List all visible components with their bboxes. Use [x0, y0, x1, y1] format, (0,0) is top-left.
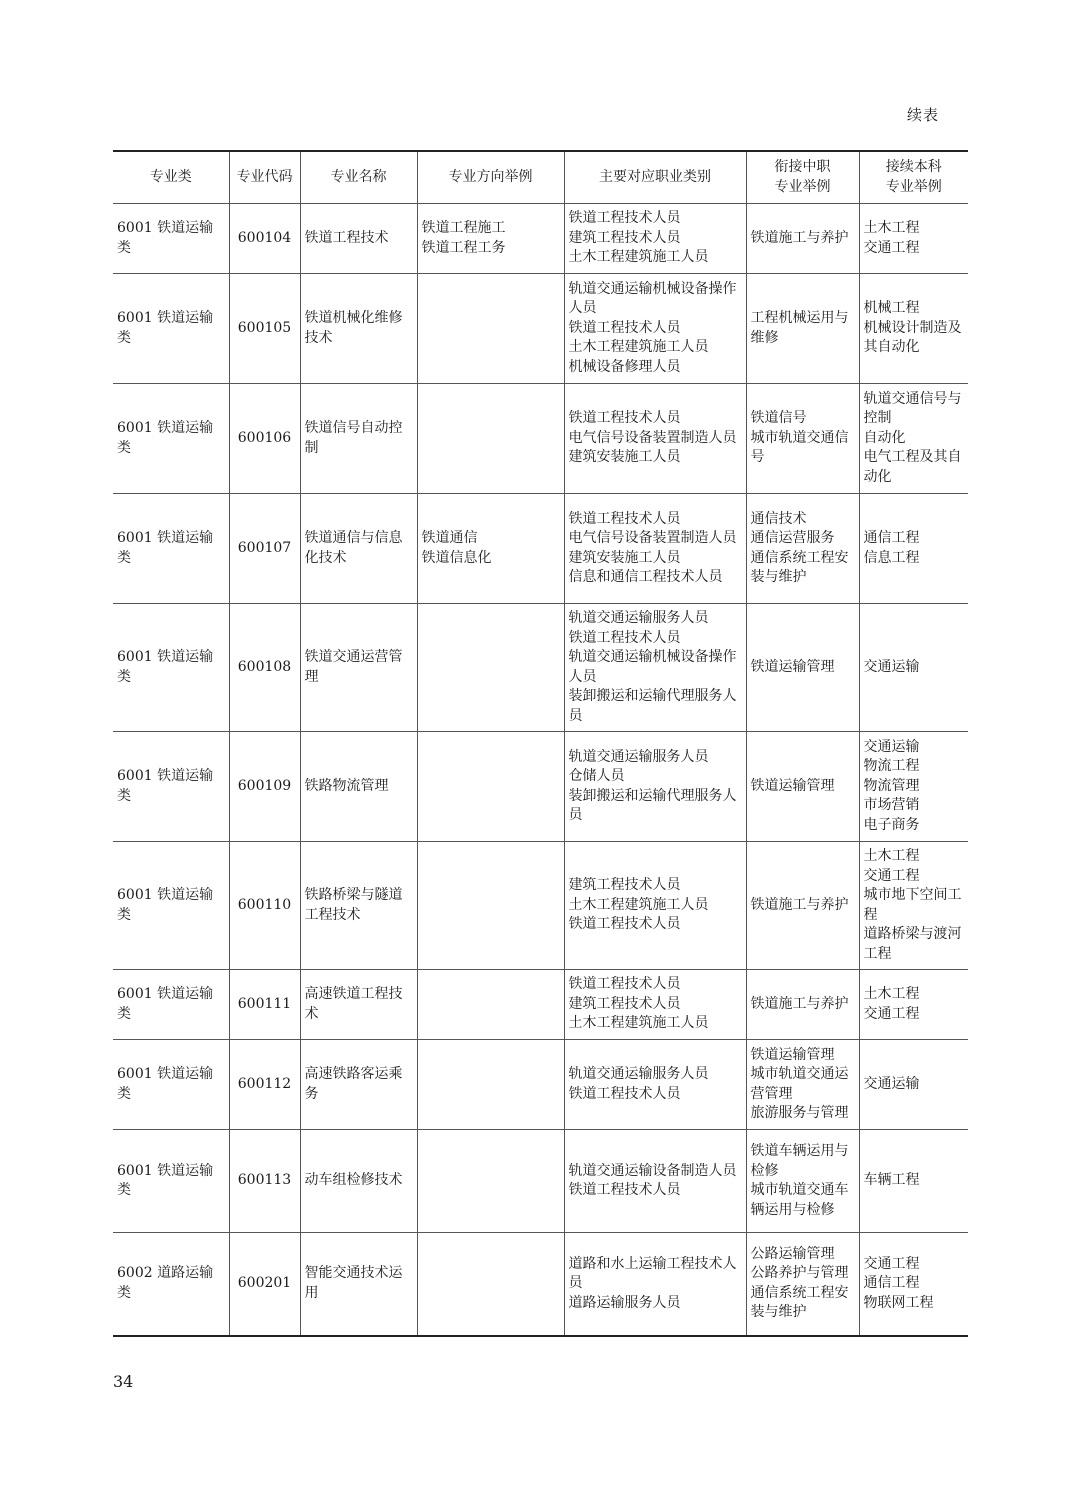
occupations-cell: [564, 274, 746, 384]
cell-line: 铁道信息化: [421, 549, 492, 566]
undergrad-cell: [859, 204, 968, 274]
cell-text: 6001 铁道运输类: [117, 220, 214, 256]
cell-line: 物流工程: [863, 758, 920, 775]
cell-line: 旅游服务与管理: [750, 1105, 849, 1121]
category-cell: [113, 1130, 229, 1233]
directions-cell: [417, 1040, 564, 1130]
cell-line: 建筑安装施工人员: [568, 449, 681, 466]
cell-line: 铁道工程技术人员: [568, 319, 681, 336]
cell-line: 道路桥梁与渡河工程: [863, 926, 962, 962]
category-cell: [113, 604, 229, 732]
cell-line: 铁道工程技术人员: [568, 210, 681, 227]
cell-line: 轨道交通运输服务人员: [568, 1066, 709, 1082]
cell-text: 600201: [237, 1275, 292, 1291]
table-row: [113, 204, 968, 274]
undergrad-cell: [859, 1130, 968, 1233]
cell-line: 通信工程: [863, 530, 920, 546]
cell-line: 物流管理: [863, 777, 920, 794]
column-header: [417, 151, 564, 204]
table-row: [113, 494, 968, 604]
table-row: [113, 970, 968, 1040]
column-header: [229, 151, 300, 204]
cell-text: 铁路物流管理: [304, 777, 389, 794]
name-cell: [300, 204, 417, 274]
cell-line: 铁道信号: [750, 410, 807, 427]
column-header-label: 专业方向举例: [448, 168, 533, 185]
cell-line: 铁道施工与养护: [750, 896, 849, 913]
occupations-cell: [564, 1233, 746, 1336]
cell-line: 道路和水上运输工程技术人员: [568, 1255, 737, 1291]
directions-cell: [417, 970, 564, 1040]
cell-text: 6001 铁道运输类: [117, 887, 214, 923]
cell-line: 铁道工程工务: [421, 239, 506, 256]
continued-label: 续表: [907, 106, 940, 124]
cell-line: 道路运输服务人员: [568, 1294, 681, 1311]
column-header-label: 衔接中职: [774, 159, 831, 175]
table-row: [113, 384, 968, 494]
cell-line: 铁道施工与养护: [750, 995, 849, 1012]
cell-line: 城市地下空间工程: [863, 887, 962, 923]
cell-line: 机械设计制造及其自动化: [863, 319, 962, 356]
cell-line: 公路养护与管理: [750, 1265, 849, 1282]
directions-cell: [417, 732, 564, 842]
cell-line: 轨道交通运输机械设备操作人员: [568, 649, 737, 685]
code-cell: [229, 604, 300, 732]
secondary-cell: [746, 274, 859, 384]
cell-line: 建筑工程技术人员: [568, 229, 681, 246]
cell-line: 建筑工程技术人员: [568, 995, 681, 1012]
cell-text: 铁路桥梁与隧道工程技术: [304, 887, 403, 923]
cell-text: 6001 铁道运输类: [117, 768, 214, 804]
cell-text: 动车组检修技术: [304, 1172, 403, 1189]
cell-line: 铁道运输管理: [750, 658, 835, 675]
name-cell: [300, 732, 417, 842]
undergrad-cell: [859, 732, 968, 842]
category-cell: [113, 1233, 229, 1336]
column-header-label: 专业类: [149, 168, 192, 185]
cell-line: 交通工程: [863, 1005, 920, 1022]
undergrad-cell: [859, 1040, 968, 1130]
directions-cell: [417, 842, 564, 970]
code-cell: [229, 1040, 300, 1130]
occupations-cell: [564, 732, 746, 842]
cell-text: 6002 道路运输类: [117, 1265, 214, 1301]
table-row: [113, 1130, 968, 1233]
column-header-label: 专业举例: [885, 178, 942, 195]
cell-line: 车辆工程: [863, 1172, 920, 1189]
undergrad-cell: [859, 970, 968, 1040]
cell-line: 城市轨道交通信号: [750, 429, 849, 466]
cell-line: 工程机械运用与维修: [750, 310, 849, 346]
cell-line: 仓储人员: [568, 768, 625, 784]
code-cell: [229, 274, 300, 384]
cell-line: 电气信号设备装置制造人员: [568, 530, 737, 546]
name-cell: [300, 274, 417, 384]
cell-text: 600104: [237, 229, 292, 246]
secondary-cell: [746, 1040, 859, 1130]
table-body: [113, 204, 968, 1336]
cell-line: 土木工程建筑施工人员: [568, 1015, 709, 1032]
column-header-label: 专业代码: [236, 168, 293, 185]
cell-text: 高速铁道工程技术: [304, 986, 403, 1022]
cell-line: 交通工程: [863, 1255, 920, 1272]
cell-line: 公路运输管理: [750, 1245, 835, 1262]
cell-line: 铁道运输管理: [750, 1046, 835, 1063]
category-cell: [113, 494, 229, 604]
cell-line: 交通运输: [863, 658, 920, 675]
secondary-cell: [746, 204, 859, 274]
cell-line: 铁道运输管理: [750, 777, 835, 794]
table-row: [113, 1233, 968, 1336]
cell-line: 市场营销: [863, 797, 920, 814]
secondary-cell: [746, 604, 859, 732]
category-cell: [113, 384, 229, 494]
cell-text: 高速铁路客运乘务: [304, 1066, 403, 1102]
cell-line: 铁道工程技术人员: [568, 510, 681, 527]
name-cell: [300, 494, 417, 604]
cell-line: 土木工程建筑施工人员: [568, 339, 709, 356]
code-cell: [229, 1233, 300, 1336]
cell-line: 土木工程: [863, 986, 920, 1002]
cell-text: 6001 铁道运输类: [117, 420, 214, 456]
cell-line: 土木工程: [863, 848, 920, 864]
cell-text: 600111: [237, 995, 292, 1012]
secondary-cell: [746, 842, 859, 970]
header-row: [113, 151, 968, 204]
column-header-label: 专业举例: [774, 178, 831, 195]
directions-cell: [417, 1233, 564, 1336]
cell-line: 铁道工程技术人员: [568, 976, 681, 993]
occupations-cell: [564, 494, 746, 604]
column-header: [564, 151, 746, 204]
cell-text: 智能交通技术运用: [304, 1265, 403, 1301]
name-cell: [300, 970, 417, 1040]
category-cell: [113, 204, 229, 274]
undergrad-cell: [859, 1233, 968, 1336]
code-cell: [229, 494, 300, 604]
undergrad-cell: [859, 494, 968, 604]
cell-line: 铁道工程技术人员: [568, 629, 681, 646]
occupations-cell: [564, 1130, 746, 1233]
occupations-cell: [564, 384, 746, 494]
cell-text: 6001 铁道运输类: [117, 1162, 214, 1198]
cell-text: 6001 铁道运输类: [117, 530, 214, 566]
undergrad-cell: [859, 842, 968, 970]
cell-text: 6001 铁道运输类: [117, 310, 214, 346]
cell-line: 通信系统工程安装与维护: [750, 1284, 849, 1321]
cell-line: 轨道交通运输服务人员: [568, 748, 709, 765]
cell-text: 600108: [237, 658, 292, 675]
cell-line: 信息和通信工程技术人员: [568, 569, 723, 585]
secondary-cell: [746, 494, 859, 604]
cell-line: 铁道工程施工: [421, 220, 506, 236]
cell-line: 通信技术: [750, 510, 807, 527]
cell-text: 600109: [237, 777, 292, 794]
occupations-cell: [564, 204, 746, 274]
cell-line: 土木工程建筑施工人员: [568, 896, 709, 913]
table-row: [113, 604, 968, 732]
cell-line: 城市轨道交通车辆运用与检修: [750, 1182, 849, 1218]
occupations-cell: [564, 1040, 746, 1130]
table-row: [113, 1040, 968, 1130]
column-header: [113, 151, 229, 204]
column-header: [300, 151, 417, 204]
cell-line: 轨道交通运输设备制造人员: [568, 1162, 737, 1179]
cell-text: 600112: [237, 1075, 292, 1092]
cell-text: 铁道机械化维修技术: [304, 310, 403, 346]
undergrad-cell: [859, 384, 968, 494]
cell-line: 铁道工程技术人员: [568, 916, 681, 933]
cell-line: 土木工程: [863, 220, 920, 236]
cell-text: 600106: [237, 429, 292, 446]
column-header-label: 主要对应职业类别: [599, 168, 711, 185]
table-row: [113, 274, 968, 384]
cell-text: 600105: [237, 319, 292, 336]
occupations-cell: [564, 604, 746, 732]
undergrad-cell: [859, 604, 968, 732]
code-cell: [229, 732, 300, 842]
cell-line: 建筑工程技术人员: [568, 877, 681, 894]
occupations-cell: [564, 970, 746, 1040]
secondary-cell: [746, 970, 859, 1040]
code-cell: [229, 970, 300, 1040]
category-cell: [113, 274, 229, 384]
category-cell: [113, 732, 229, 842]
cell-text: 6001 铁道运输类: [117, 1066, 214, 1102]
cell-line: 电气信号设备装置制造人员: [568, 429, 737, 446]
cell-line: 轨道交通信号与控制: [863, 390, 962, 427]
cell-line: 电气工程及其自动化: [863, 449, 962, 485]
cell-line: 自动化: [863, 429, 906, 446]
cell-line: 物联网工程: [863, 1294, 934, 1311]
cell-text: 6001 铁道运输类: [117, 649, 214, 685]
directions-cell: [417, 384, 564, 494]
cell-line: 轨道交通运输机械设备操作人员: [568, 280, 737, 317]
column-header-label: 专业名称: [330, 168, 387, 185]
column-header-label: 接续本科: [885, 159, 942, 175]
occupations-cell: [564, 842, 746, 970]
cell-line: 轨道交通运输服务人员: [568, 610, 709, 626]
name-cell: [300, 842, 417, 970]
cell-line: 铁道工程技术人员: [568, 1085, 681, 1102]
cell-line: 机械工程: [863, 300, 920, 317]
cell-line: 城市轨道交通运营管理: [750, 1066, 849, 1102]
name-cell: [300, 1040, 417, 1130]
cell-line: 信息工程: [863, 549, 920, 566]
majors-table: [113, 150, 968, 1337]
cell-line: 通信工程: [863, 1275, 920, 1291]
category-cell: [113, 1040, 229, 1130]
secondary-cell: [746, 1233, 859, 1336]
page-number: 34: [113, 1372, 134, 1391]
table-row: [113, 842, 968, 970]
cell-line: 电子商务: [863, 816, 920, 833]
cell-line: 铁道施工与养护: [750, 229, 849, 246]
cell-text: 铁道交通运营管理: [304, 649, 403, 685]
cell-line: 通信系统工程安装与维护: [750, 549, 849, 585]
cell-line: 交通工程: [863, 239, 920, 256]
cell-line: 交通运输: [863, 738, 920, 755]
cell-text: 600107: [237, 539, 292, 556]
cell-line: 土木工程建筑施工人员: [568, 249, 709, 266]
cell-line: 机械设备修理人员: [568, 358, 681, 375]
cell-text: 铁道工程技术: [304, 229, 389, 246]
cell-line: 装卸搬运和运输代理服务人员: [568, 688, 737, 724]
secondary-cell: [746, 732, 859, 842]
directions-cell: [417, 604, 564, 732]
secondary-cell: [746, 384, 859, 494]
directions-cell: [417, 1130, 564, 1233]
name-cell: [300, 384, 417, 494]
category-cell: [113, 970, 229, 1040]
cell-line: 铁道工程技术人员: [568, 410, 681, 427]
code-cell: [229, 384, 300, 494]
category-cell: [113, 842, 229, 970]
cell-line: 装卸搬运和运输代理服务人员: [568, 787, 737, 823]
cell-text: 铁道通信与信息化技术: [304, 530, 403, 566]
directions-cell: [417, 204, 564, 274]
cell-line: 交通工程: [863, 867, 920, 884]
code-cell: [229, 204, 300, 274]
code-cell: [229, 1130, 300, 1233]
cell-line: 交通运输: [863, 1075, 920, 1092]
cell-line: 通信运营服务: [750, 530, 835, 546]
column-header: [859, 151, 968, 204]
cell-text: 铁道信号自动控制: [304, 420, 403, 456]
code-cell: [229, 842, 300, 970]
secondary-cell: [746, 1130, 859, 1233]
name-cell: [300, 604, 417, 732]
name-cell: [300, 1130, 417, 1233]
cell-line: 建筑安装施工人员: [568, 549, 681, 566]
cell-line: 铁道通信: [421, 530, 478, 546]
cell-line: 铁道车辆运用与检修: [750, 1143, 849, 1179]
table-header: [113, 151, 968, 204]
name-cell: [300, 1233, 417, 1336]
cell-text: 600113: [237, 1172, 292, 1189]
cell-line: 铁道工程技术人员: [568, 1182, 681, 1198]
column-header: [746, 151, 859, 204]
directions-cell: [417, 494, 564, 604]
table-row: [113, 732, 968, 842]
undergrad-cell: [859, 274, 968, 384]
directions-cell: [417, 274, 564, 384]
cell-text: 6001 铁道运输类: [117, 986, 214, 1022]
cell-text: 600110: [237, 896, 292, 913]
